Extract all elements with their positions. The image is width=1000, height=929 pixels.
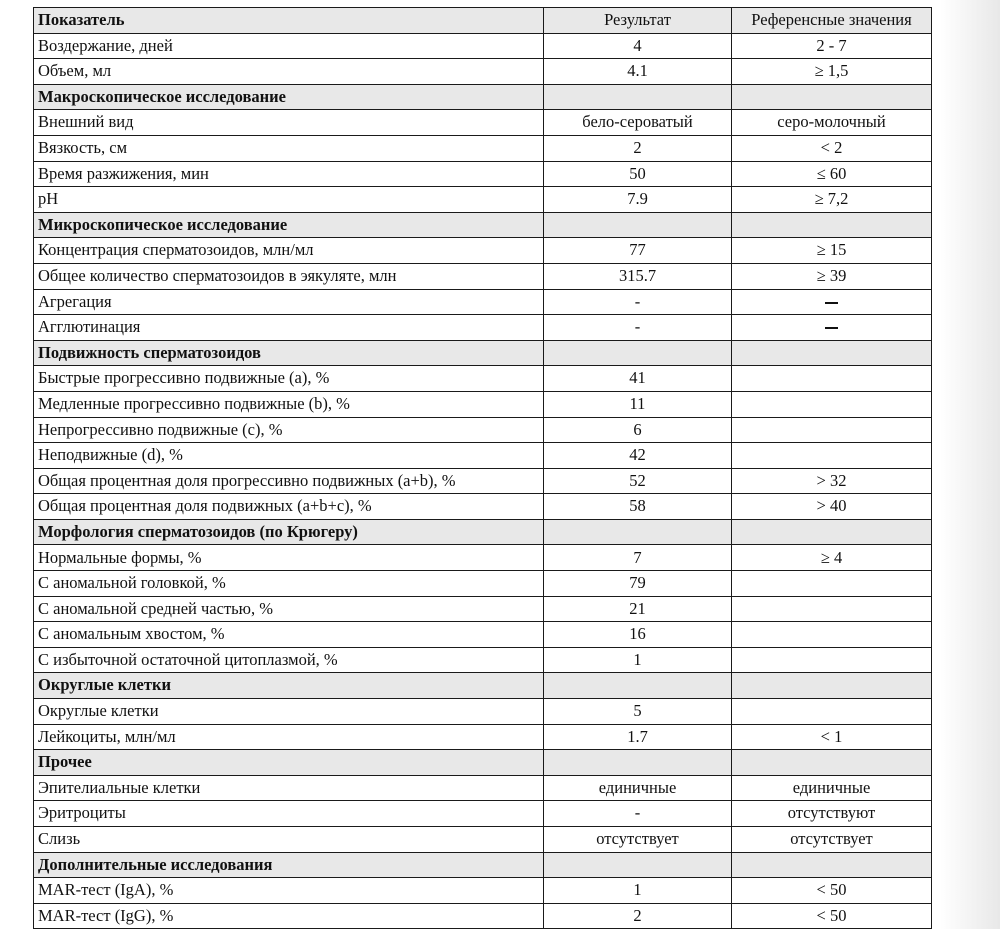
indicator-cell: С аномальным хвостом, % <box>34 622 544 648</box>
reference-cell <box>732 699 932 725</box>
indicator-cell: Объем, мл <box>34 59 544 85</box>
result-cell: 77 <box>544 238 732 264</box>
result-cell: 7 <box>544 545 732 571</box>
indicator-cell: Время разжижения, мин <box>34 161 544 187</box>
indicator-cell: Эпителиальные клетки <box>34 775 544 801</box>
table-row <box>34 775 932 801</box>
section-header-row <box>34 673 932 699</box>
table-row <box>34 903 932 929</box>
section-header-row <box>34 340 932 366</box>
reference-cell: отсутствует <box>732 827 932 853</box>
reference-cell: < 50 <box>732 878 932 904</box>
result-cell: 1.7 <box>544 724 732 750</box>
section-title: Морфология сперматозоидов (по Крюгеру) <box>34 519 544 545</box>
reference-cell <box>732 391 932 417</box>
section-empty-cell <box>732 340 932 366</box>
result-cell: 1 <box>544 647 732 673</box>
indicator-cell: Общее количество сперматозоидов в эякуляте, млн <box>34 263 544 289</box>
indicator-cell: pH <box>34 187 544 213</box>
table-row <box>34 801 932 827</box>
indicator-cell: Концентрация сперматозоидов, млн/мл <box>34 238 544 264</box>
section-header-row <box>34 84 932 110</box>
section-empty-cell <box>544 212 732 238</box>
section-header-row <box>34 519 932 545</box>
result-cell: бело-сероватый <box>544 110 732 136</box>
table-row <box>34 724 932 750</box>
indicator-cell: С избыточной остаточной цитоплазмой, % <box>34 647 544 673</box>
reference-cell: 2 - 7 <box>732 33 932 59</box>
section-empty-cell <box>544 519 732 545</box>
table-row <box>34 110 932 136</box>
indicator-cell: Нормальные формы, % <box>34 545 544 571</box>
result-cell: 2 <box>544 135 732 161</box>
reference-cell <box>732 571 932 597</box>
result-cell: 2 <box>544 903 732 929</box>
table-row <box>34 443 932 469</box>
indicator-cell: С аномальной средней частью, % <box>34 596 544 622</box>
section-empty-cell <box>732 750 932 776</box>
result-cell: 1 <box>544 878 732 904</box>
table-row <box>34 161 932 187</box>
section-empty-cell <box>544 84 732 110</box>
result-cell: - <box>544 801 732 827</box>
section-header-row <box>34 750 932 776</box>
result-cell: отсутствует <box>544 827 732 853</box>
indicator-cell: Быстрые прогрессивно подвижные (a), % <box>34 366 544 392</box>
table-row <box>34 468 932 494</box>
indicator-cell: Вязкость, см <box>34 135 544 161</box>
result-cell: 6 <box>544 417 732 443</box>
reference-cell: > 32 <box>732 468 932 494</box>
reference-cell: ≥ 1,5 <box>732 59 932 85</box>
table-row <box>34 366 932 392</box>
reference-cell: ≥ 39 <box>732 263 932 289</box>
table-body <box>34 33 932 929</box>
indicator-cell: Эритроциты <box>34 801 544 827</box>
section-empty-cell <box>732 519 932 545</box>
page-edge-shadow <box>940 0 1000 929</box>
reference-cell <box>732 417 932 443</box>
section-empty-cell <box>732 84 932 110</box>
result-cell: 7.9 <box>544 187 732 213</box>
section-empty-cell <box>544 673 732 699</box>
result-cell: 4 <box>544 33 732 59</box>
table-row <box>34 33 932 59</box>
indicator-cell: Непрогрессивно подвижные (c), % <box>34 417 544 443</box>
reference-cell: ≤ 60 <box>732 161 932 187</box>
header-reference: Референсные значения <box>732 8 932 34</box>
result-cell: 42 <box>544 443 732 469</box>
result-cell: единичные <box>544 775 732 801</box>
reference-cell <box>732 315 932 341</box>
reference-cell <box>732 647 932 673</box>
reference-cell <box>732 596 932 622</box>
indicator-cell: Общая процентная доля подвижных (a+b+c), % <box>34 494 544 520</box>
reference-cell: единичные <box>732 775 932 801</box>
result-cell: 315.7 <box>544 263 732 289</box>
indicator-cell: Округлые клетки <box>34 699 544 725</box>
indicator-cell: С аномальной головкой, % <box>34 571 544 597</box>
reference-cell: < 2 <box>732 135 932 161</box>
table-row <box>34 878 932 904</box>
section-empty-cell <box>732 212 932 238</box>
section-empty-cell <box>544 340 732 366</box>
reference-cell: ≥ 4 <box>732 545 932 571</box>
table-row <box>34 699 932 725</box>
section-title: Округлые клетки <box>34 673 544 699</box>
table-header-row <box>34 8 932 34</box>
indicator-cell: Общая процентная доля прогрессивно подвижных (a+b), % <box>34 468 544 494</box>
indicator-cell: Медленные прогрессивно подвижные (b), % <box>34 391 544 417</box>
indicator-cell: Слизь <box>34 827 544 853</box>
reference-cell: ≥ 7,2 <box>732 187 932 213</box>
reference-cell <box>732 366 932 392</box>
section-empty-cell <box>732 852 932 878</box>
reference-cell: серо-молочный <box>732 110 932 136</box>
section-title: Прочее <box>34 750 544 776</box>
reference-cell <box>732 622 932 648</box>
reference-cell: < 50 <box>732 903 932 929</box>
header-indicator: Показатель <box>34 8 544 34</box>
section-empty-cell <box>544 852 732 878</box>
section-title: Дополнительные исследования <box>34 852 544 878</box>
reference-cell: ≥ 15 <box>732 238 932 264</box>
table-row <box>34 135 932 161</box>
section-empty-cell <box>732 673 932 699</box>
result-cell: 52 <box>544 468 732 494</box>
result-cell: 50 <box>544 161 732 187</box>
result-cell: 16 <box>544 622 732 648</box>
indicator-cell: MAR-тест (IgG), % <box>34 903 544 929</box>
result-cell: 5 <box>544 699 732 725</box>
reference-cell <box>732 289 932 315</box>
table-row <box>34 571 932 597</box>
table-row <box>34 238 932 264</box>
dash-mark <box>825 327 838 329</box>
result-cell: 79 <box>544 571 732 597</box>
dash-mark <box>825 302 838 304</box>
table-row <box>34 289 932 315</box>
table-row <box>34 315 932 341</box>
result-cell: 11 <box>544 391 732 417</box>
reference-cell: отсутствуют <box>732 801 932 827</box>
result-cell: - <box>544 315 732 341</box>
reference-cell <box>732 443 932 469</box>
result-cell: - <box>544 289 732 315</box>
table-row <box>34 622 932 648</box>
section-empty-cell <box>544 750 732 776</box>
table-row <box>34 59 932 85</box>
table-row <box>34 545 932 571</box>
indicator-cell: MAR-тест (IgA), % <box>34 878 544 904</box>
section-title: Подвижность сперматозоидов <box>34 340 544 366</box>
section-header-row <box>34 852 932 878</box>
table-row <box>34 647 932 673</box>
indicator-cell: Воздержание, дней <box>34 33 544 59</box>
result-cell: 58 <box>544 494 732 520</box>
result-cell: 41 <box>544 366 732 392</box>
result-cell: 21 <box>544 596 732 622</box>
indicator-cell: Агрегация <box>34 289 544 315</box>
table-row <box>34 494 932 520</box>
section-title: Микроскопическое исследование <box>34 212 544 238</box>
result-cell: 4.1 <box>544 59 732 85</box>
header-result: Результат <box>544 8 732 34</box>
indicator-cell: Неподвижные (d), % <box>34 443 544 469</box>
reference-cell: > 40 <box>732 494 932 520</box>
semen-analysis-table <box>33 7 932 929</box>
table-row <box>34 596 932 622</box>
indicator-cell: Лейкоциты, млн/мл <box>34 724 544 750</box>
table-row <box>34 391 932 417</box>
section-title: Макроскопическое исследование <box>34 84 544 110</box>
reference-cell: < 1 <box>732 724 932 750</box>
table-row <box>34 417 932 443</box>
table-row <box>34 263 932 289</box>
table-row <box>34 827 932 853</box>
indicator-cell: Агглютинация <box>34 315 544 341</box>
section-header-row <box>34 212 932 238</box>
indicator-cell: Внешний вид <box>34 110 544 136</box>
table-row <box>34 187 932 213</box>
